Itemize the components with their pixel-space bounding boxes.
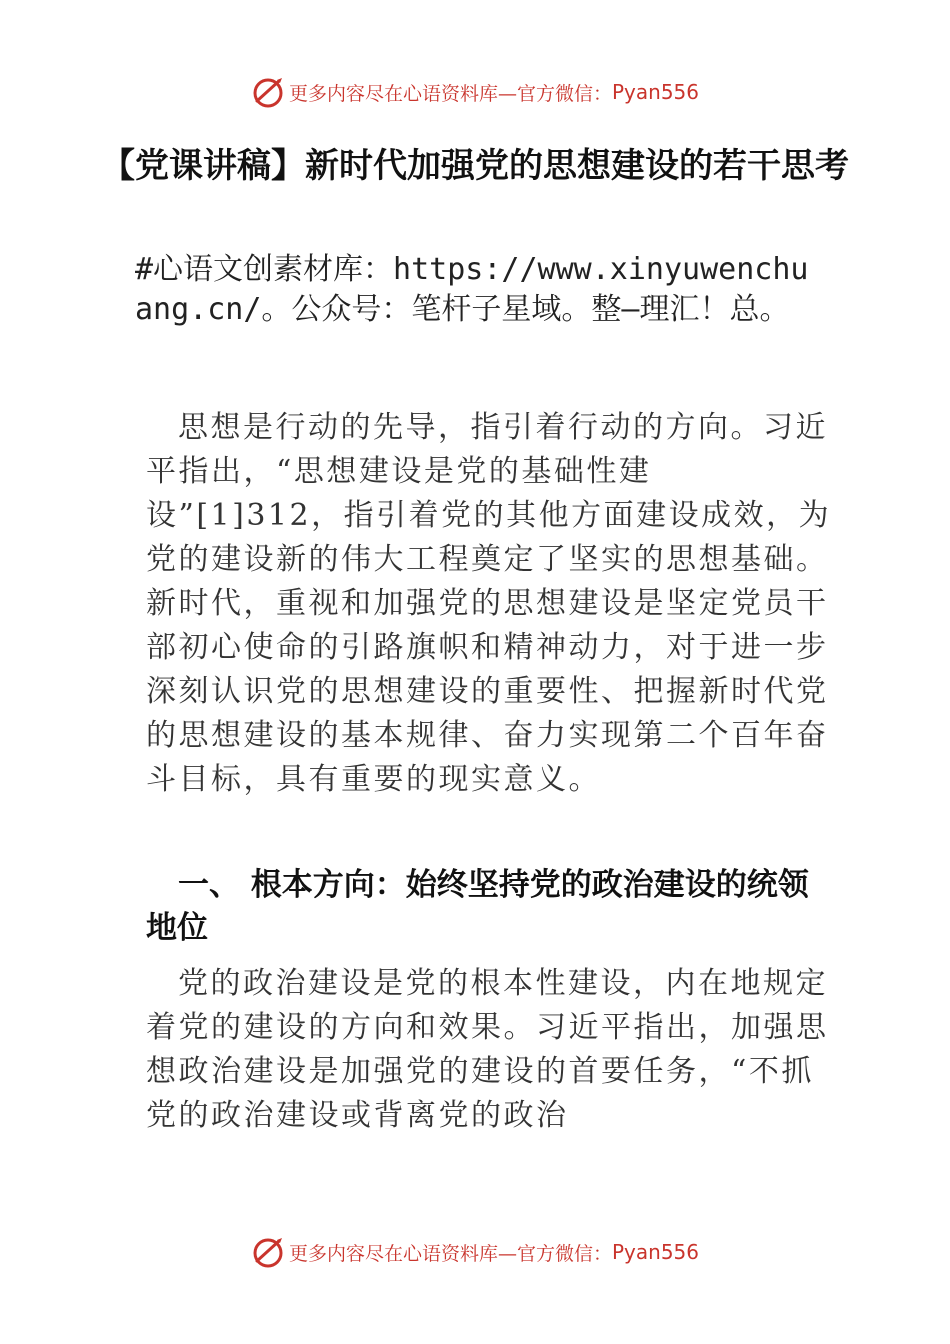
banner-wechat-id: Pyan556 bbox=[612, 80, 700, 104]
header-banner bbox=[0, 72, 950, 112]
paragraph-section-1: 党的政治建设是党的根本性建设，内在地规定着党的建设的方向和效果。习近平指出，加强思想政治建设是加强党的建设的首要任务，“不抓党的政治建设或背离党的政治 bbox=[146, 966, 829, 1133]
footer-banner bbox=[0, 1232, 950, 1272]
banner-text: 更多内容尽在心语资料库—官方微信： bbox=[288, 1242, 612, 1265]
document-title: 【党课讲稿】新时代加强党的思想建设的若干思考 bbox=[101, 146, 849, 186]
banner-text: 更多内容尽在心语资料库—官方微信： bbox=[288, 82, 612, 105]
banner-wechat-id: Pyan556 bbox=[612, 1240, 700, 1264]
section-heading: 一、 根本方向：始终坚持党的政治建设的统领地位 bbox=[146, 867, 809, 946]
brush-circle-logo-icon bbox=[251, 75, 285, 109]
source-note: #心语文创素材库：https://www.xinyuwenchuang.cn/。公众号：笔杆子星域。整—理汇！总。 bbox=[135, 252, 809, 327]
paragraph-intro: 思想是行动的先导，指引着行动的方向。习近平指出，“思想建设是党的基础性建设”[1]312，指引着党的其他方面建设成效，为党的建设新的伟大工程奠定了坚实的思想基础。新时代，重视和加强党的思想建设是坚定党员干部初心使命的引路旗帜和精神动力，对于进一步深刻认识党的思想建设的重要性、把握新时代党的思想建设的基本规律、奋力实现第二个百年奋斗目标，具有重要的现实意义。 bbox=[146, 410, 832, 797]
brush-circle-logo-icon bbox=[251, 1235, 285, 1269]
